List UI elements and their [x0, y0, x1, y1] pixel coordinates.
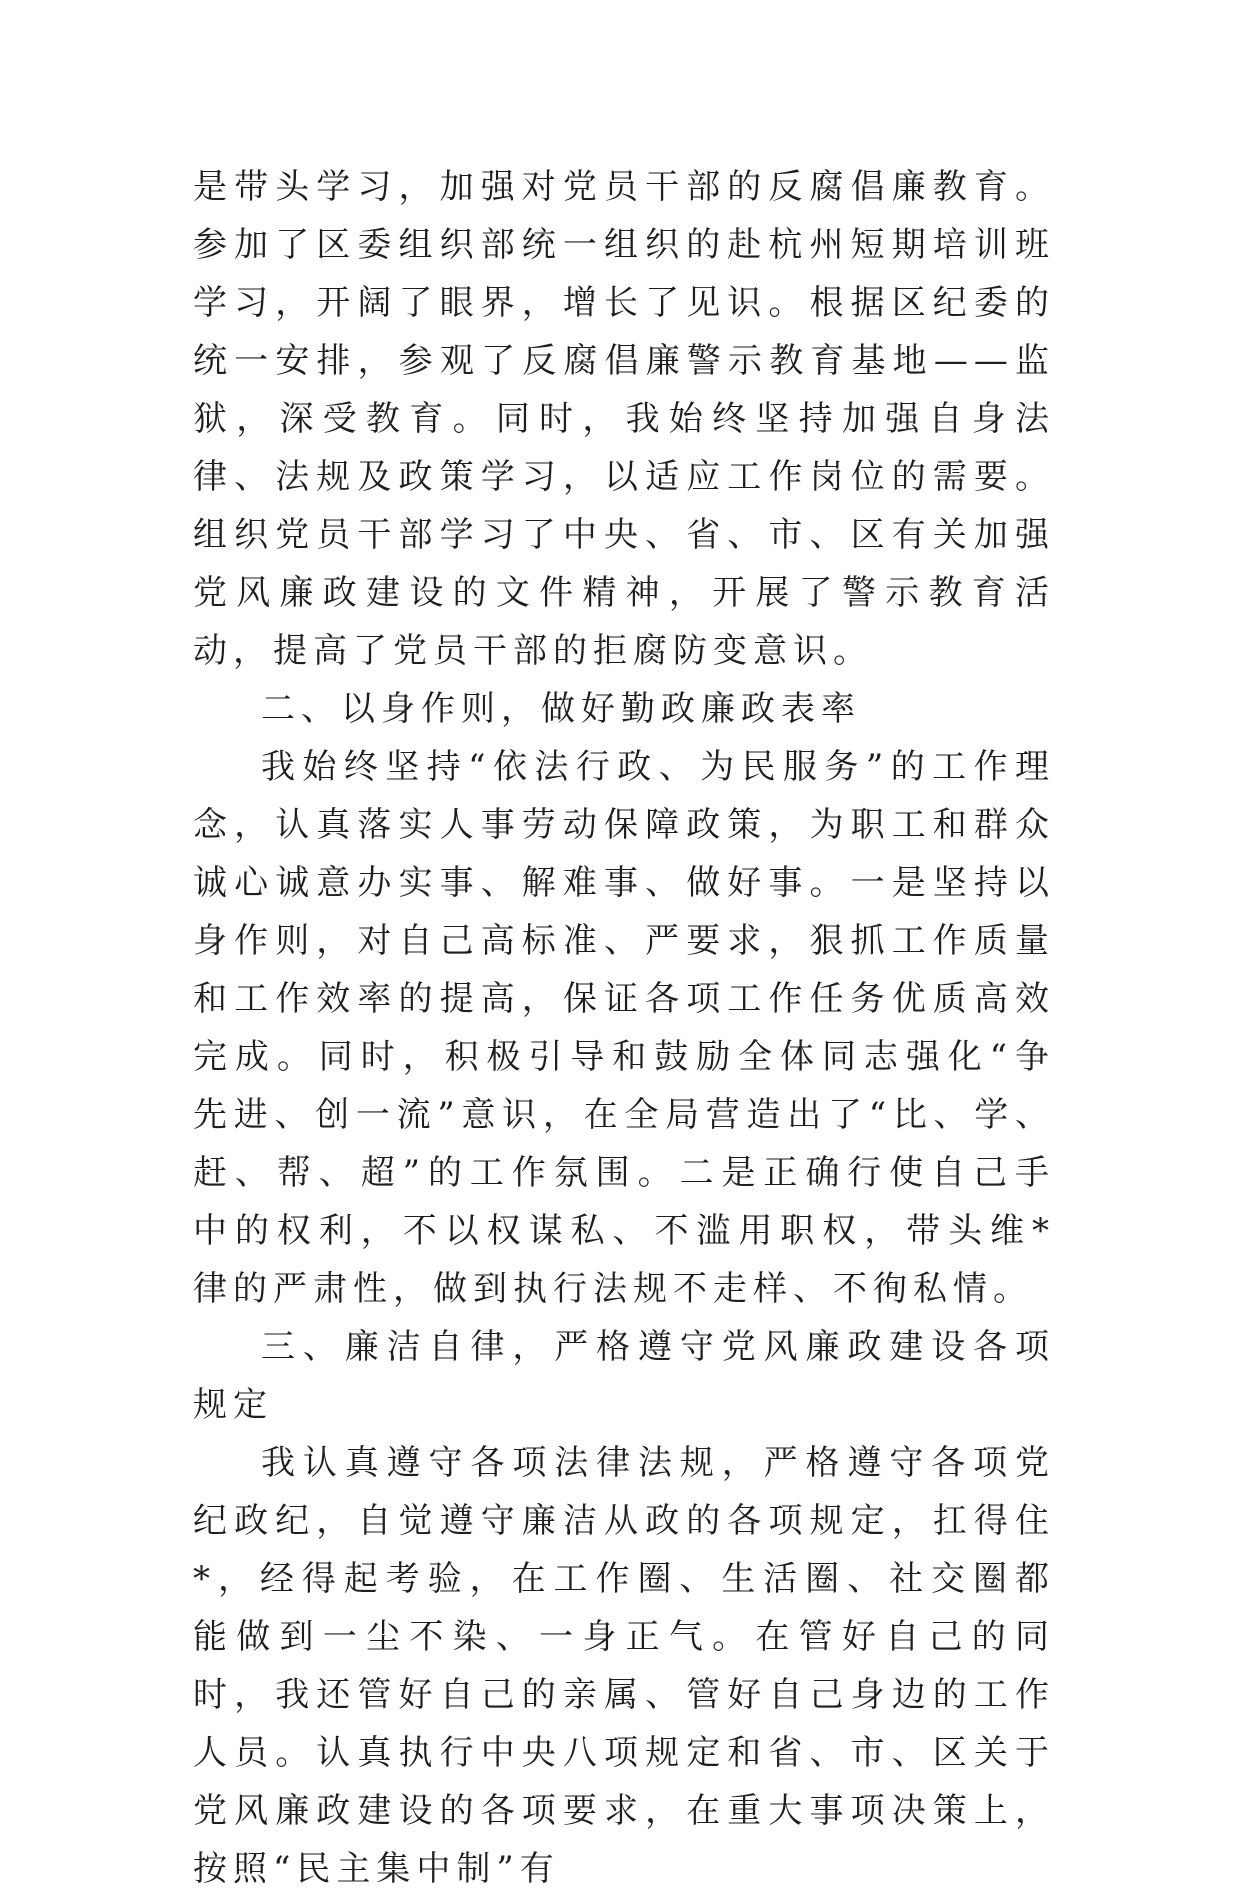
paragraph-section-two: 我始终坚持“依法行政、为民服务”的工作理念，认真落实人事劳动保障政策，为职工和群众诚心诚意办实事、解难事、做好事。一是坚持以身作则，对自己高标准、严要求，狠抓工作质量和工作效率的提高，保证各项工作任务优质高效完成。同时，积极引导和鼓励全体同志强化“争先进、创一流”意识，在全局营造出了“比、学、赶、帮、超”的工作氛围。二是正确行使自己手中的权利，不以权谋私、不滥用职权，带头维*律的严肃性，做到执行法规不走样、不徇私情。: [193, 747, 1055, 1309]
paragraph-continuation: 是带头学习，加强对党员干部的反腐倡廉教育。参加了区委组织部统一组织的赴杭州短期培训班学习，开阔了眼界，增长了见识。根据区纪委的统一安排，参观了反腐倡廉警示教育基地——监狱，深受教育。同时，我始终坚持加强自身法律、法规及政策学习，以适应工作岗位的需要。组织党员干部学习了中央、省、市、区有关加强党风廉政建设的文件精神，开展了警示教育活动，提高了党员干部的拒腐防变意识。: [193, 167, 1055, 671]
paragraph-section-three: 我认真遵守各项法律法规，严格遵守各项党纪政纪，自觉遵守廉洁从政的各项规定，扛得住*，经得起考验，在工作圈、生活圈、社交圈都能做到一尘不染、一身正气。在管好自己的同时，我还管好自己的亲属、管好自己身边的工作人员。认真执行中央八项规定和省、市、区关于党风廉政建设的各项要求，在重大事项决策上，按照“民主集中制”有: [193, 1443, 1055, 1889]
section-heading-two: 二、以身作则，做好勤政廉政表率: [261, 689, 861, 729]
document-body: [193, 158, 1055, 1898]
section-heading-three: 三、廉洁自律，严格遵守党风廉政建设各项规定: [193, 1327, 1055, 1425]
